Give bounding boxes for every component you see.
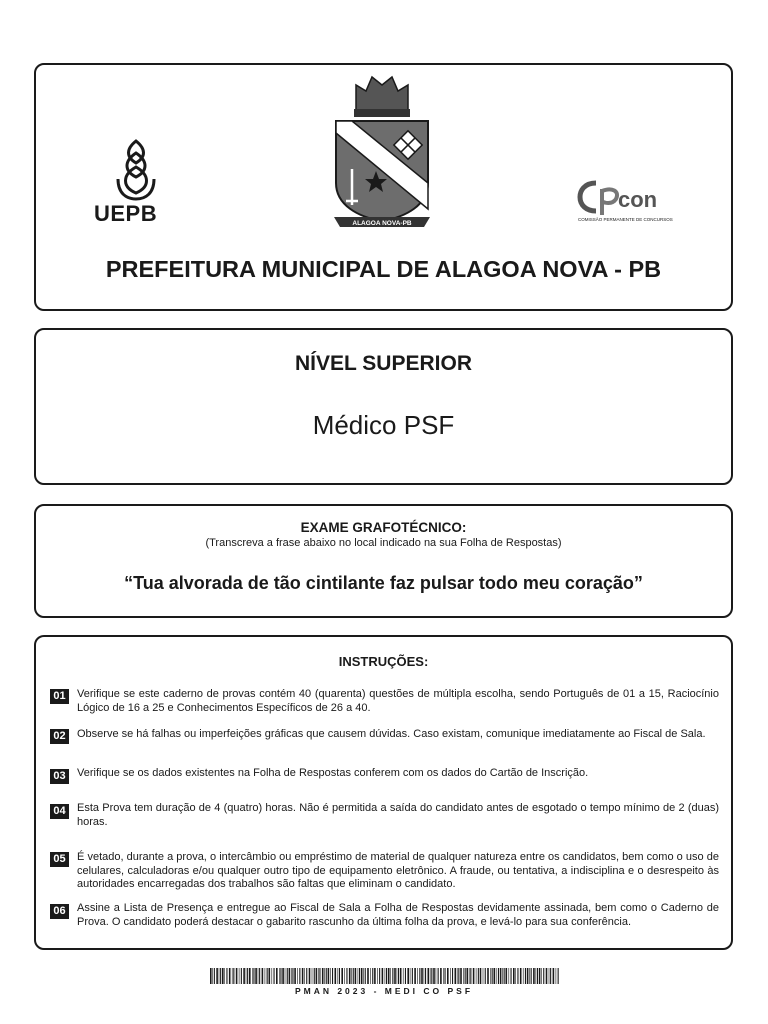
instruction-number: 06	[50, 904, 69, 919]
exam-phrase: “Tua alvorada de tão cintilante faz pulsar todo meu coração”	[124, 573, 643, 593]
instruction-number: 04	[50, 804, 69, 819]
instruction-text: Verifique se os dados existentes na Folha de Respostas conferem com os dados do Cartão de Inscrição.	[77, 767, 589, 779]
exam-title: EXAME GRAFOTÉCNICO:	[300, 520, 467, 535]
instruction-number: 03	[50, 769, 69, 784]
header-box	[34, 63, 733, 311]
instruction-text: Verifique se este caderno de provas contém 40 (quarenta) questões de múltipla escolha, sendo Português de 01 a 15, Raciocínio Lógico de 16 a 25 e Conhecimentos Específicos de 26 a 40.	[77, 688, 719, 714]
instruction-text: É vetado, durante a prova, o intercâmbio ou empréstimo de material de qualquer natureza entre os candidatos, bem como o uso de celulares, calculadoras e/ou qualquer outro tipo de equipamento eletrônico. A fraude, ou tentativa, a indisciplina e o desrespeito às autoridades encarregadas dos trabalhos são faltas que eliminam o candidato.	[77, 851, 719, 890]
barcode	[210, 968, 560, 984]
uepb-label: UEPB	[94, 201, 158, 226]
footer-code: PMAN 2023 - MEDI CO PSF	[294, 986, 474, 996]
page-title: PREFEITURA MUNICIPAL DE ALAGOA NOVA - PB	[105, 256, 662, 282]
job-title: Médico PSF	[312, 410, 455, 440]
svg-text:con: con	[618, 187, 658, 212]
cpcon-logo	[576, 175, 688, 225]
instructions-title: INSTRUÇÕES:	[338, 654, 429, 669]
instruction-text: Assine a Lista de Presença e entregue ao Fiscal de Sala a Folha de Respostas devidamente assinada, bem como o Caderno de Prova. O candidato poderá destacar o gabarito rascunho da última folha da prova, e levá-lo para sua conferência.	[77, 902, 719, 928]
instruction-text: Observe se há falhas ou imperfeições gráficas que causem dúvidas. Caso existam, comunique imediatamente ao Fiscal de Sala.	[77, 728, 706, 740]
level-box	[34, 328, 733, 485]
instruction-text: Esta Prova tem duração de 4 (quatro) horas. Não é permitida a saída do candidato antes de esgotado o tempo mínimo de 2 (duas) horas.	[77, 802, 719, 828]
crest-ribbon: ALAGOA NOVA-PB	[352, 220, 412, 227]
instruction-number: 01	[50, 689, 69, 704]
level-title: NÍVEL SUPERIOR	[295, 352, 472, 375]
exam-box	[34, 504, 733, 618]
city-crest	[332, 71, 432, 229]
cpcon-subtitle: COMISSÃO PERMANENTE DE CONCURSOS	[578, 217, 673, 222]
instructions-box	[34, 635, 733, 950]
instruction-number: 02	[50, 729, 69, 744]
instruction-number: 05	[50, 852, 69, 867]
exam-subtitle: (Transcreva a frase abaixo no local indicado na sua Folha de Respostas)	[205, 537, 562, 549]
